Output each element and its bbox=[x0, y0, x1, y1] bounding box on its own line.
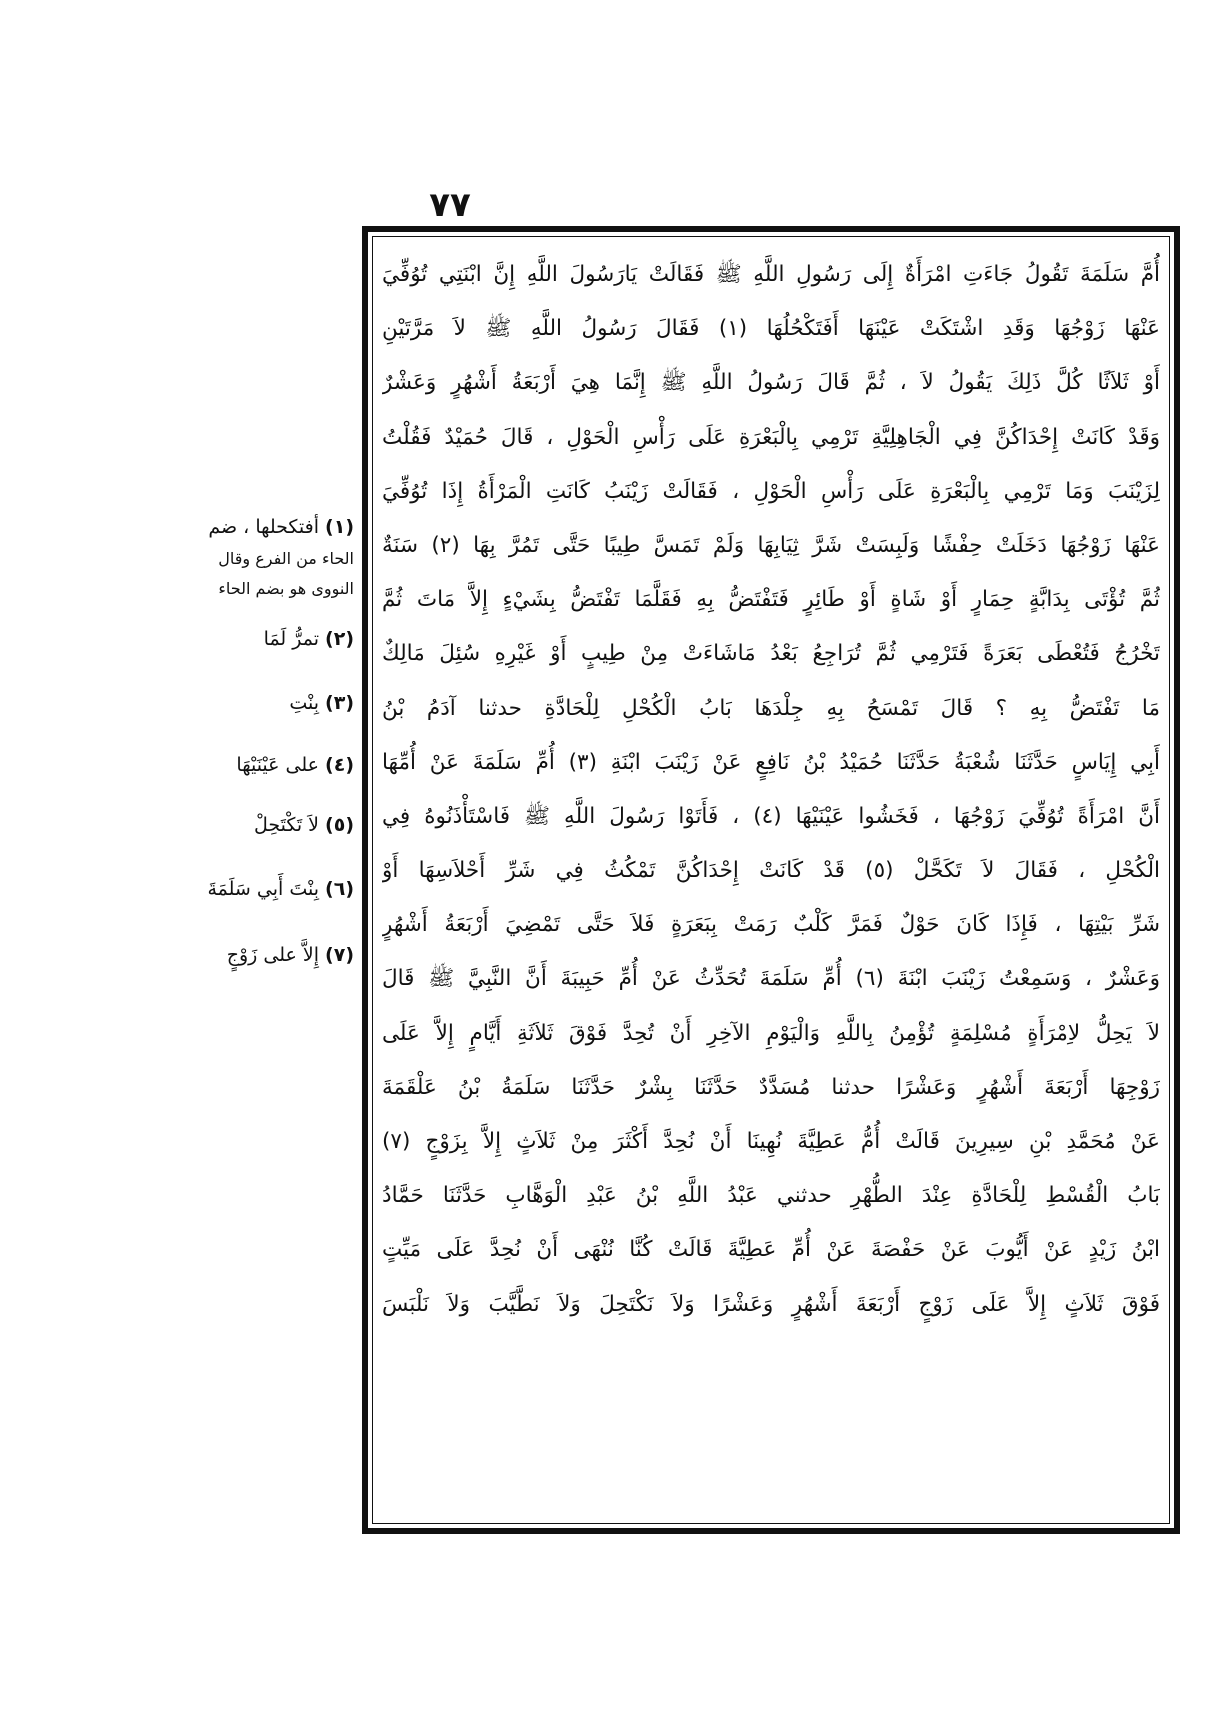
text-line: أَنَّ امْرَأَةً تُوُفِّيَ زَوْجُهَا ، فَخَشُوا عَيْنَيْهَا (٤) ، فَأَتَوْا رَسُولَ اللَّهِ ﷺ فَاسْتَأْذَنُوهُ فِي bbox=[382, 803, 1160, 829]
note-text: الحاء من الفرع وقال bbox=[218, 549, 354, 568]
note-number: (٣) bbox=[325, 692, 354, 714]
note-text: بِنْتَ أَبِي سَلَمَةَ bbox=[207, 878, 320, 900]
margin-note bbox=[186, 872, 354, 906]
note-text: إِلاَّ على زَوْجٍ bbox=[226, 944, 320, 966]
text-line: وَعَشْرٌ ، وَسَمِعْتُ زَيْنَبَ ابْنَةَ (٦) أُمِّ سَلَمَةَ تُحَدِّثُ عَنْ أُمِّ حَبِيبَةَ أَنَّ النَّبِيَّ ﷺ قَالَ bbox=[382, 966, 1160, 992]
note-number: (٢) bbox=[325, 628, 354, 650]
note-number: (٤) bbox=[325, 754, 354, 776]
text-line: أَبِي إِيَاسٍ حَدَّثَنَا شُعْبَةُ حَدَّثَنَا حُمَيْدُ بْنُ نَافِعٍ عَنْ زَيْنَبَ ابْنَةِ (٣) أُمِّ سَلَمَةَ عَنْ أُمِّهَا bbox=[382, 749, 1160, 775]
text-line: أُمَّ سَلَمَةَ تَقُولُ جَاءَتِ امْرَأَةٌ إِلَى رَسُولِ اللَّهِ ﷺ فَقَالَتْ يَارَسُولَ اللَّهِ إِنَّ ابْنَتِي تُوُفِّيَ bbox=[382, 262, 1160, 287]
text-line: زَوْجِهَا أَرْبَعَةَ أَشْهُرٍ وَعَشْرًا حدثنا مُسَدَّدٌ حَدَّثَنَا بِشْرٌ حَدَّثَنَا سَلَمَةُ بْنُ عَلْقَمَةَ bbox=[382, 1074, 1160, 1100]
text-line: بَابُ الْقُسْطِ لِلْحَادَّةِ عِنْدَ الطُّهْرِ حدثني عَبْدُ اللَّهِ بْنُ عَبْدِ الْوَهَّابِ حَدَّثَنَا حَمَّادُ bbox=[382, 1183, 1160, 1209]
note-text: تمرُّ لَمَا bbox=[263, 628, 320, 650]
text-line: شَرِّ بَيْتِهَا ، فَإِذَا كَانَ حَوْلٌ فَمَرَّ كَلْبٌ رَمَتْ بِبَعَرَةٍ فَلاَ حَتَّى تَمْضِيَ أَرْبَعَةُ أَشْهُرٍ bbox=[382, 912, 1160, 938]
margin-note bbox=[186, 622, 354, 656]
text-line: ثُمَّ تُؤْتَى بِدَابَّةٍ حِمَارٍ أَوْ شَاةٍ أَوْ طَائِرٍ فَتَفْتَضُّ بِهِ فَقَلَّمَا تَفْتَضُّ بِشَيْءٍ إِلاَّ مَاتَ ثُمَّ bbox=[382, 587, 1160, 613]
note-text: على عَيْنَيْهَا bbox=[236, 754, 320, 776]
text-line: تَخْرُجُ فَتُعْطَى بَعَرَةً فَتَرْمِي ثُمَّ تُرَاجِعُ بَعْدُ مَاشَاءَتْ مِنْ طِيبٍ أَوْ غَيْرِهِ سُئِلَ مَالِكٌ bbox=[382, 641, 1160, 667]
text-line: عَنْهَا زَوْجُهَا وَقَدِ اشْتَكَتْ عَيْنَهَا أَفَتَكْحُلُهَا (١) فَقَالَ رَسُولُ اللَّهِ ﷺ لاَ مَرَّتَيْنِ bbox=[382, 316, 1160, 342]
note-number: (٧) bbox=[325, 944, 354, 966]
text-line: فَوْقَ ثَلاَثٍ إِلاَّ عَلَى زَوْجٍ أَرْبَعَةَ أَشْهُرٍ وَعَشْرًا وَلاَ نَكْتَحِلَ وَلاَ نَطَّيَّبَ وَلاَ نَلْبَسَ bbox=[382, 1291, 1160, 1317]
text-line: مَا تَفْتَضُّ بِهِ ؟ قَالَ تَمْسَحُ بِهِ جِلْدَهَا بَابُ الْكُحْلِ لِلْحَادَّةِ حدثنا آدَمُ بْنُ bbox=[382, 695, 1160, 721]
margin-note bbox=[186, 748, 354, 782]
margin-note bbox=[186, 510, 354, 604]
text-line: ابْنُ زَيْدٍ عَنْ أَيُّوبَ عَنْ حَفْصَةَ عَنْ أُمِّ عَطِيَّةَ قَالَتْ كُنَّا نُنْهَى أَنْ نُحِدَّ عَلَى مَيِّتٍ bbox=[382, 1237, 1160, 1263]
note-number: (٦) bbox=[325, 878, 354, 900]
text-line: عَنْ مُحَمَّدِ بْنِ سِيرِينَ قَالَتْ أُمُّ عَطِيَّةَ نُهِينَا أَنْ نُحِدَّ أَكْثَرَ مِنْ ثَلاَثٍ إِلاَّ بِزَوْجٍ (٧) bbox=[382, 1129, 1160, 1154]
note-text: بِنْتِ bbox=[289, 692, 320, 714]
margin-note bbox=[186, 686, 354, 720]
text-line: الْكُحْلِ ، فَقَالَ لاَ تَكَحَّلْ (٥) قَدْ كَانَتْ إِحْدَاكُنَّ تَمْكُثُ فِي شَرِّ أَحْلاَسِهَا أَوْ bbox=[382, 858, 1160, 884]
text-line: لاَ يَحِلُّ لاِمْرَأَةٍ مُسْلِمَةٍ تُؤْمِنُ بِاللَّهِ وَالْيَوْمِ الآخِرِ أَنْ تُحِدَّ فَوْقَ ثَلاَثَةِ أَيَّامٍ إِلاَّ عَلَى bbox=[382, 1020, 1160, 1046]
text-line: لِزَيْنَبَ وَمَا تَرْمِي بِالْبَعْرَةِ عَلَى رَأْسِ الْحَوْلِ ، فَقَالَتْ زَيْنَبُ كَانَتِ الْمَرْأَةُ إِذَا تُوُفِّيَ bbox=[382, 478, 1160, 504]
note-text: أفتكحلها ، ضم bbox=[208, 516, 320, 538]
note-number: (٥) bbox=[325, 814, 354, 836]
page-number: ٧٧ bbox=[429, 185, 471, 225]
margin-note bbox=[186, 808, 354, 842]
note-text: لاَ تَكْتَحِلْ bbox=[253, 814, 320, 836]
margin-note bbox=[186, 938, 354, 972]
note-number: (١) bbox=[325, 516, 354, 538]
text-line: وَقَدْ كَانَتْ إِحْدَاكُنَّ فِي الْجَاهِلِيَّةِ تَرْمِي بِالْبَعْرَةِ عَلَى رَأْسِ الْحَوْلِ ، قَالَ حُمَيْدٌ فَقُلْتُ bbox=[382, 424, 1160, 450]
text-line: أَوْ ثَلاَثًا كُلَّ ذَلِكَ يَقُولُ لاَ ، ثُمَّ قَالَ رَسُولُ اللَّهِ ﷺ إِنَّمَا هِيَ أَرْبَعَةُ أَشْهُرٍ وَعَشْرٌ bbox=[382, 370, 1160, 396]
text-line: عَنْهَا زَوْجُهَا دَخَلَتْ حِفْشًا وَلَبِسَتْ شَرَّ ثِيَابِهَا وَلَمْ تَمَسَّ طِيبًا حَتَّى تَمُرَّ بِهَا (٢) سَنَةٌ bbox=[382, 532, 1160, 558]
text-line bbox=[382, 1332, 1160, 1386]
main-text bbox=[382, 248, 1160, 1386]
note-text: النووى هو بضم الحاء bbox=[218, 579, 354, 598]
